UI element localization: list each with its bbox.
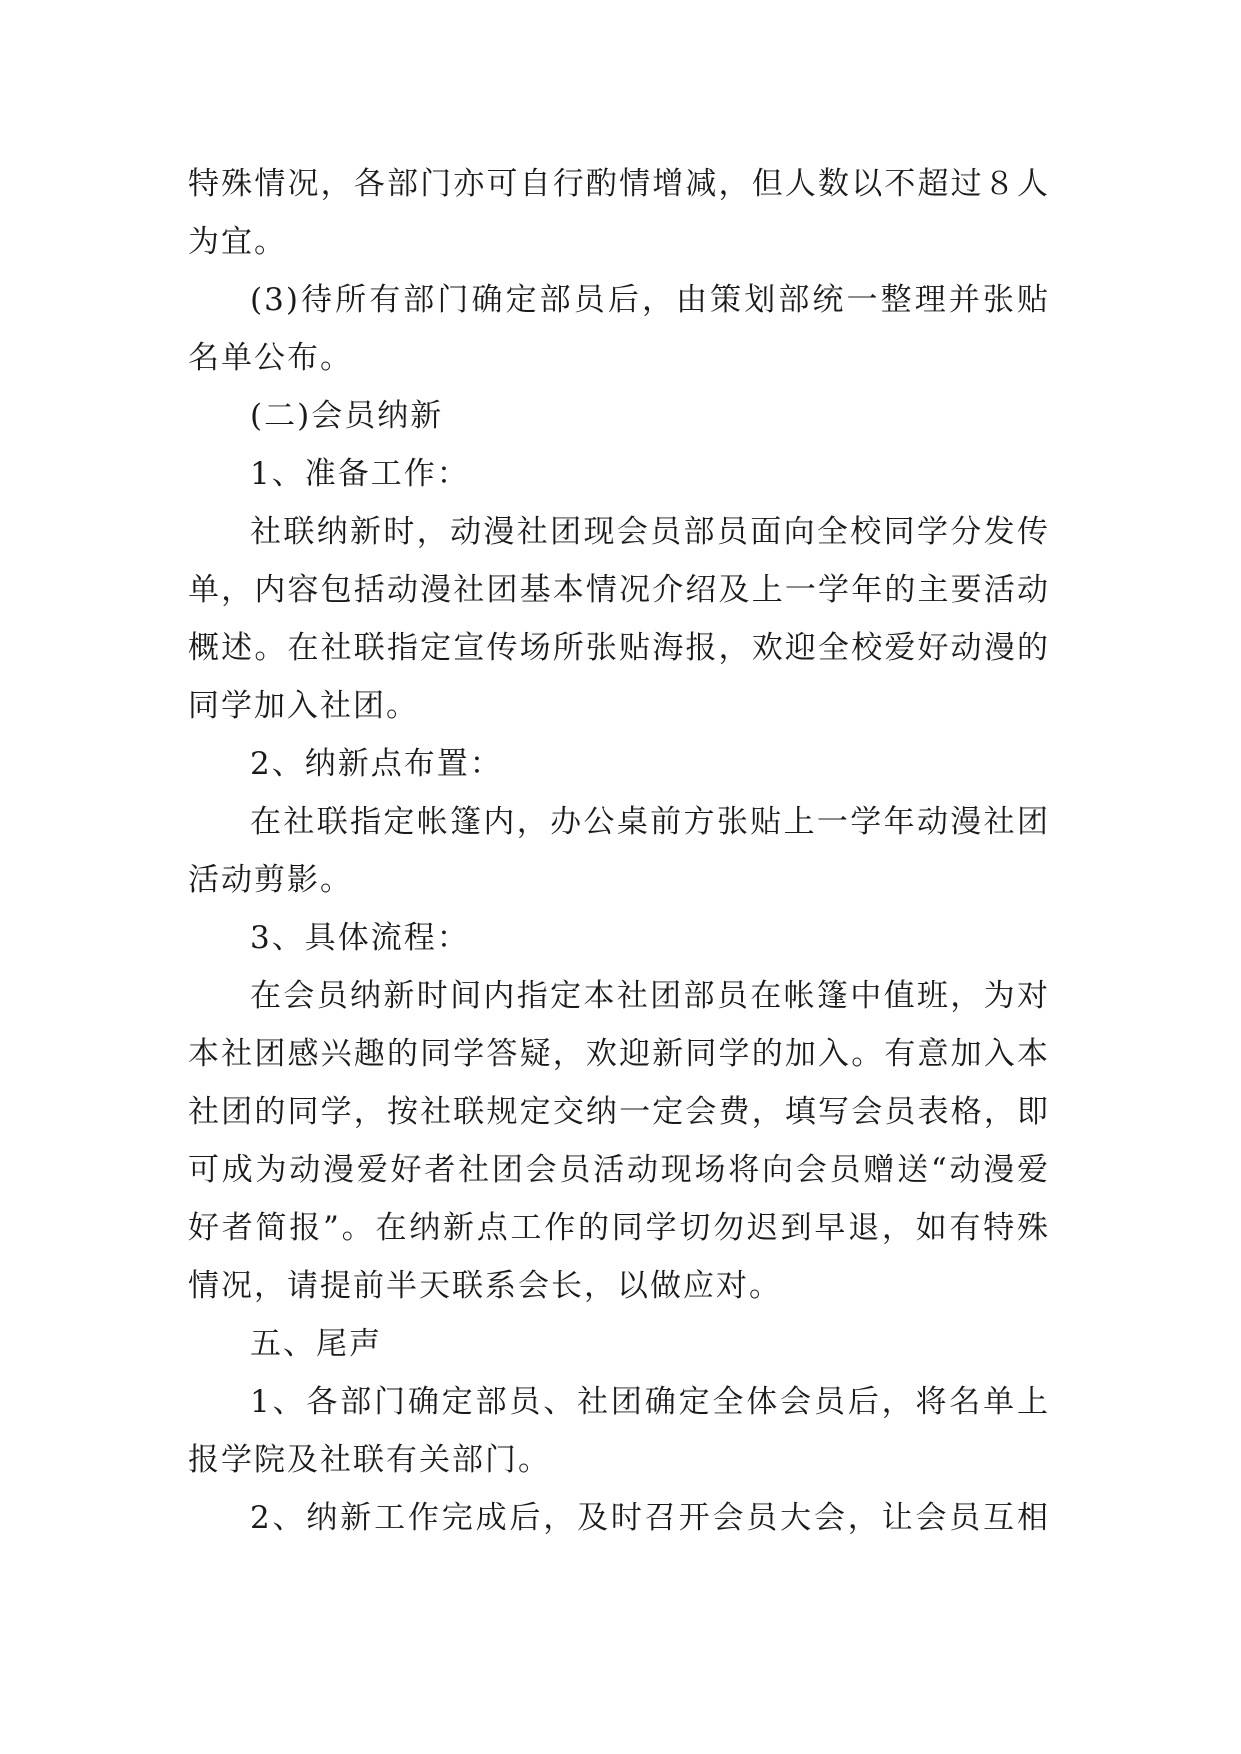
subsection-heading: 1、准备工作： — [250, 456, 470, 492]
text-line: 本社团感兴趣的同学答疑，欢迎新同学的加入。有意加入本 — [188, 1036, 1050, 1072]
text-line: 名单公布。 — [188, 340, 353, 376]
text-line: 为宜。 — [188, 224, 287, 260]
text-line: 社联纳新时，动漫社团现会员部员面向全校同学分发传 — [250, 514, 1050, 550]
section-heading: 五、尾声 — [250, 1326, 382, 1362]
text-line: 在社联指定帐篷内，办公桌前方张贴上一学年动漫社团 — [250, 804, 1050, 840]
text-line: 可成为动漫爱好者社团会员活动现场将向会员赠送“动漫爱 — [188, 1152, 1050, 1188]
text-line: 情况，请提前半天联系会长，以做应对。 — [188, 1268, 782, 1304]
text-line: 概述。在社联指定宣传场所张贴海报，欢迎全校爱好动漫的 — [188, 630, 1050, 666]
section-heading: (二)会员纳新 — [250, 398, 444, 434]
text-line: 好者简报”。在纳新点工作的同学切勿迟到早退，如有特殊 — [188, 1210, 1050, 1246]
text-line: 1、各部门确定部员、社团确定全体会员后，将名单上 — [250, 1384, 1050, 1420]
text-line: (3)待所有部门确定部员后，由策划部统一整理并张贴 — [250, 282, 1050, 318]
text-line: 特殊情况，各部门亦可自行酌情增减，但人数以不超过８人 — [188, 166, 1050, 202]
text-line: 在会员纳新时间内指定本社团部员在帐篷中值班，为对 — [250, 978, 1050, 1014]
text-line: 同学加入社团。 — [188, 688, 419, 724]
text-line: 2、纳新工作完成后，及时召开会员大会，让会员互相 — [250, 1500, 1050, 1536]
text-line: 报学院及社联有关部门。 — [188, 1442, 551, 1478]
text-line: 单，内容包括动漫社团基本情况介绍及上一学年的主要活动 — [188, 572, 1050, 608]
text-line: 社团的同学，按社联规定交纳一定会费，填写会员表格，即 — [188, 1094, 1050, 1130]
document-body — [188, 155, 1050, 1547]
text-line: 活动剪影。 — [188, 862, 353, 898]
subsection-heading: 3、具体流程： — [250, 920, 470, 956]
subsection-heading: 2、纳新点布置： — [250, 746, 503, 782]
